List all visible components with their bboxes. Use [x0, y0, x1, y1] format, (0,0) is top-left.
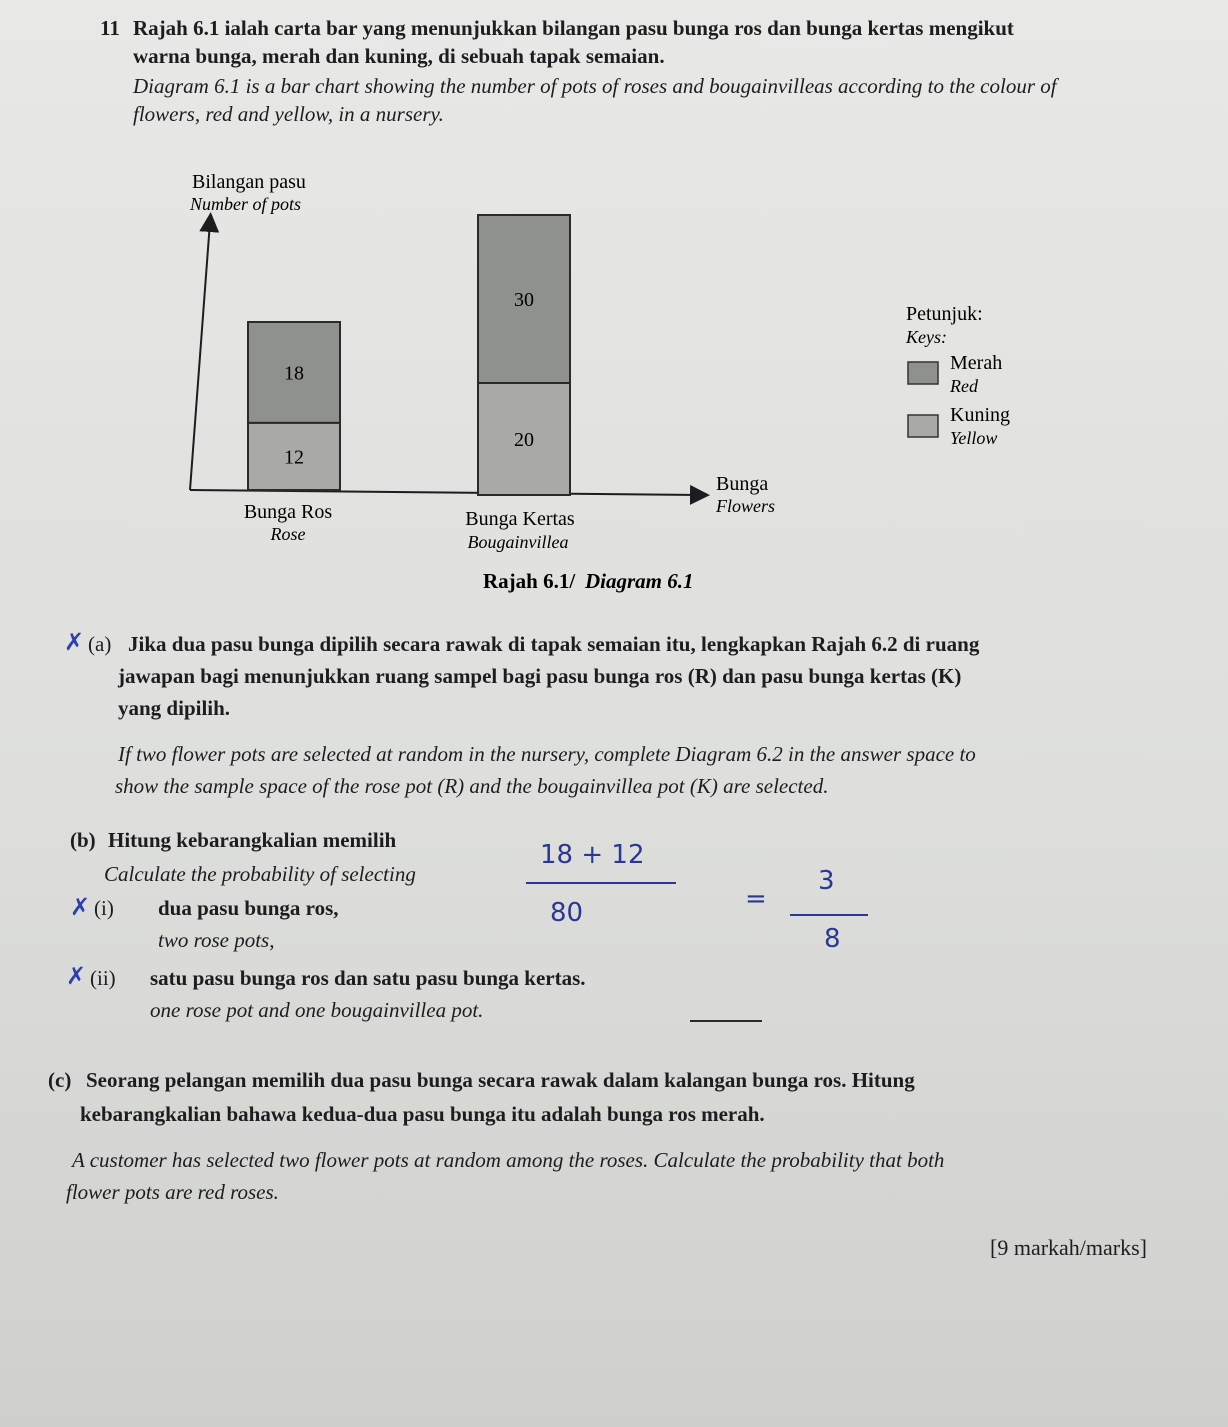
handwritten-result-denominator: 8: [824, 924, 841, 954]
legend-item-yellow-en: Yellow: [950, 428, 998, 448]
legend-item-red-en: Red: [950, 376, 978, 396]
part-b-ms: Hitung kebarangkalian memilih: [108, 828, 397, 852]
handwritten-denominator: 80: [550, 898, 584, 928]
y-axis: [190, 222, 210, 490]
category-label-rose-ms: Bunga Ros: [243, 501, 333, 523]
part-a-ms-line2: jawapan bagi menunjukkan ruang sampel bagi pasu bunga ros (R) dan pasu bunga kertas (K): [118, 664, 962, 688]
intro-en-line2: flowers, red and yellow, in a nursery.: [133, 102, 444, 126]
answer-line: [690, 1020, 762, 1022]
part-a-ms-line3: yang dipilih.: [118, 696, 231, 720]
category-label-rose-en: Rose: [270, 524, 306, 544]
part-c-ms-line1: Seorang pelangan memilih dua pasu bunga secara rawak dalam kalangan bunga ros. Hitung: [86, 1068, 915, 1092]
handwritten-numerator: 18 + 12: [540, 840, 645, 870]
fraction-bar: [790, 914, 868, 916]
part-c-en-line2: flower pots are red roses.: [66, 1180, 279, 1204]
y-axis-label-en: Number of pots: [190, 194, 302, 214]
legend-swatch-red: [908, 362, 938, 384]
cross-mark-icon: ✗: [70, 893, 91, 921]
legend-item-red-ms: Merah: [950, 352, 1003, 374]
category-label-bougainvillea-ms: Bunga Kertas: [465, 508, 575, 530]
handwritten-result-numerator: 3: [818, 866, 835, 896]
part-a-en-line2: show the sample space of the rose pot (R) and the bougainvillea pot (K) are selected.: [115, 774, 829, 798]
part-b-ii-ms: satu pasu bunga ros dan satu pasu bunga kertas.: [150, 966, 586, 990]
bar-value-label: 12: [284, 446, 304, 469]
legend-item-yellow-ms: Kuning: [950, 404, 1010, 426]
fraction-bar: [526, 882, 676, 884]
part-c-label: (c): [48, 1068, 72, 1092]
part-c-en-line1: A customer has selected two flower pots at random among the roses. Calculate the probability that both: [72, 1148, 945, 1172]
part-a-label: (a): [88, 632, 112, 656]
intro-en-line1: Diagram 6.1 is a bar chart showing the number of pots of roses and bougainvilleas according to the colour of: [133, 74, 1057, 98]
bar-value-label: 30: [514, 289, 534, 311]
diagram-caption-ms: Rajah 6.1/: [483, 569, 576, 593]
legend-swatch-yellow: [908, 415, 938, 437]
part-b-label: (b): [70, 828, 96, 852]
x-axis-label-ms: Bunga: [716, 473, 769, 495]
part-b-i-label: (i): [94, 896, 114, 920]
handwritten-equals: =: [745, 884, 767, 914]
part-a-en-line1: If two flower pots are selected at random in the nursery, complete Diagram 6.2 in the answer space to: [118, 742, 976, 766]
category-label-bougainvillea-en: Bougainvillea: [467, 532, 569, 552]
bar-value-label: 18: [284, 362, 304, 385]
intro-ms-line1: Rajah 6.1 ialah carta bar yang menunjukkan bilangan pasu bunga ros dan bunga kertas mengikut: [133, 16, 1014, 40]
question-number: 11: [100, 16, 120, 40]
part-a-ms-line1: Jika dua pasu bunga dipilih secara rawak di tapak semaian itu, lengkapkan Rajah 6.2 di ruang: [128, 632, 980, 656]
cross-mark-icon: ✗: [64, 628, 85, 656]
part-b-en: Calculate the probability of selecting: [104, 862, 416, 886]
part-b-ii-en: one rose pot and one bougainvillea pot.: [150, 998, 484, 1022]
bars-group: [248, 215, 570, 495]
marks-label: [9 markah/marks]: [990, 1235, 1147, 1260]
part-b-i-ms: dua pasu bunga ros,: [158, 896, 339, 920]
bar-value-label: 20: [514, 429, 534, 451]
y-axis-label-ms: Bilangan pasu: [192, 171, 306, 193]
legend-title-ms: Petunjuk:: [906, 303, 983, 325]
diagram-caption-en: Diagram 6.1: [585, 569, 694, 593]
x-axis-label-en: Flowers: [716, 496, 776, 516]
legend-title-en: Keys:: [906, 327, 947, 347]
part-b-i-en: two rose pots,: [158, 928, 275, 952]
bar-chart: [0, 150, 1228, 620]
cross-mark-icon: ✗: [66, 962, 87, 990]
part-b-ii-label: (ii): [90, 966, 116, 990]
intro-ms-line2: warna bunga, merah dan kuning, di sebuah tapak semaian.: [133, 44, 665, 68]
part-c-ms-line2: kebarangkalian bahawa kedua-dua pasu bunga itu adalah bunga ros merah.: [80, 1102, 765, 1126]
